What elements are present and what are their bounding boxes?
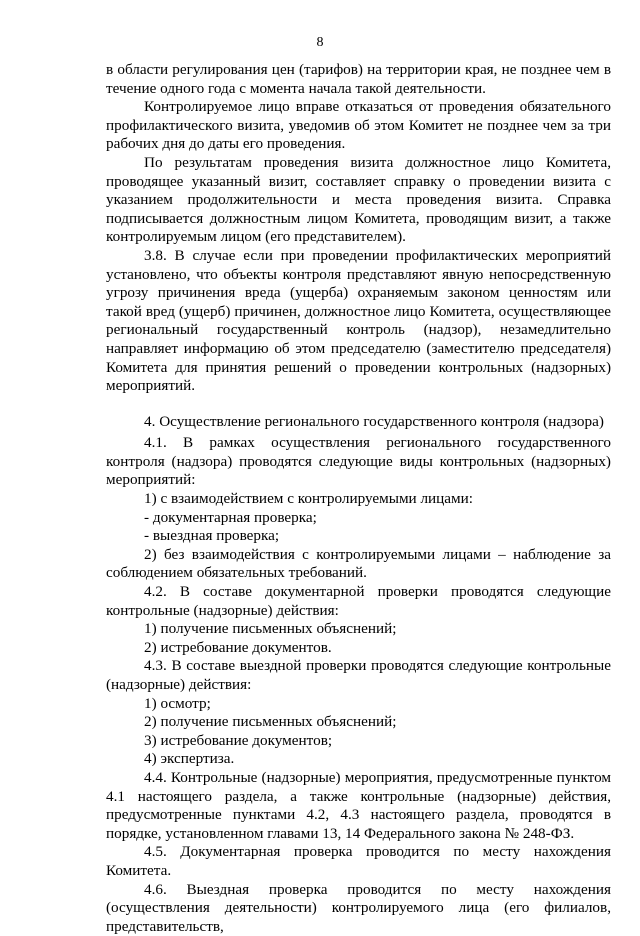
paragraph: 3) истребование документов; <box>144 731 333 749</box>
paragraph: Контролируемое лицо вправе отказаться от проведения обязательного профилактического визита, уведомив об этом Комитет не позднее чем за три рабочих дня до даты его проведения. <box>106 98 611 153</box>
paragraph: 2) без взаимодействия с контролируемыми лицами – наблюдение за соблюдением обязательных требований. <box>106 545 611 582</box>
paragraph: 2) получение письменных объяснений; <box>144 713 397 731</box>
paragraph: 1) осмотр; <box>144 694 211 712</box>
paragraph: 2) истребование документов. <box>144 638 332 656</box>
paragraph: 4.6. Выездная проверка проводится по месту нахождения (осуществления деятельности) контролируемого лица (его филиалов, представительств, <box>106 880 611 935</box>
paragraph: 1) с взаимодействием с контролируемыми лицами: <box>144 490 474 508</box>
page-number: 8 <box>316 35 324 50</box>
section-heading: 4. Осуществление регионального государственного контроля (надзора) <box>144 412 604 430</box>
paragraph: 4.3. В составе выездной проверки проводятся следующие контрольные (надзорные) действия: <box>106 657 611 693</box>
paragraph: 4.4. Контрольные (надзорные) мероприятия, предусмотренные пунктом 4.1 настоящего раздела, а также контрольные (надзорные) действия, предусмотренные пунктами 4.2, 4.3 настоящего раздела, проводятся в порядке, установленном главами 13, 14 Федерального закона № 248-ФЗ. <box>106 768 611 842</box>
paragraph: По результатам проведения визита должностное лицо Комитета, проводящее указанный визит, составляет справку о проведении визита с указанием продолжительности и места проведения визита. Справка подписывается должностным лицом Комитета, проводящим визит, а также контролируемым лицом (его представителем). <box>106 153 611 246</box>
document-body <box>106 61 611 936</box>
paragraph: 1) получение письменных объяснений; <box>144 620 397 638</box>
paragraph: - выездная проверка; <box>144 527 280 545</box>
paragraph: 4.1. В рамках осуществления регионального государственного контроля (надзора) проводятся следующие виды контрольных (надзорных) мероприятий: <box>106 434 611 489</box>
paragraph: 4.2. В составе документарной проверки проводятся следующие контрольные (надзорные) действия: <box>106 583 611 619</box>
paragraph: в области регулирования цен (тарифов) на территории края, не позднее чем в течение одного года с момента начала такой деятельности. <box>106 61 611 97</box>
paragraph: 3.8. В случае если при проведении профилактических мероприятий установлено, что объекты контроля представляют явную непосредственную угрозу причинения вреда (ущерба) охраняемым законом ценностям или такой вред (ущерб) причинен, должностное лицо Комитета, осуществляющее региональный государственный контроль (надзор), незамедлительно направляет информацию об этом председателю (заместителю председателя) Комитета для принятия решений о проведении контрольных (надзорных) мероприятий. <box>106 246 611 395</box>
paragraph: 4.5. Документарная проверка проводится по месту нахождения Комитета. <box>106 843 611 879</box>
paragraph: - документарная проверка; <box>144 508 317 526</box>
paragraph: 4) экспертиза. <box>144 750 235 768</box>
